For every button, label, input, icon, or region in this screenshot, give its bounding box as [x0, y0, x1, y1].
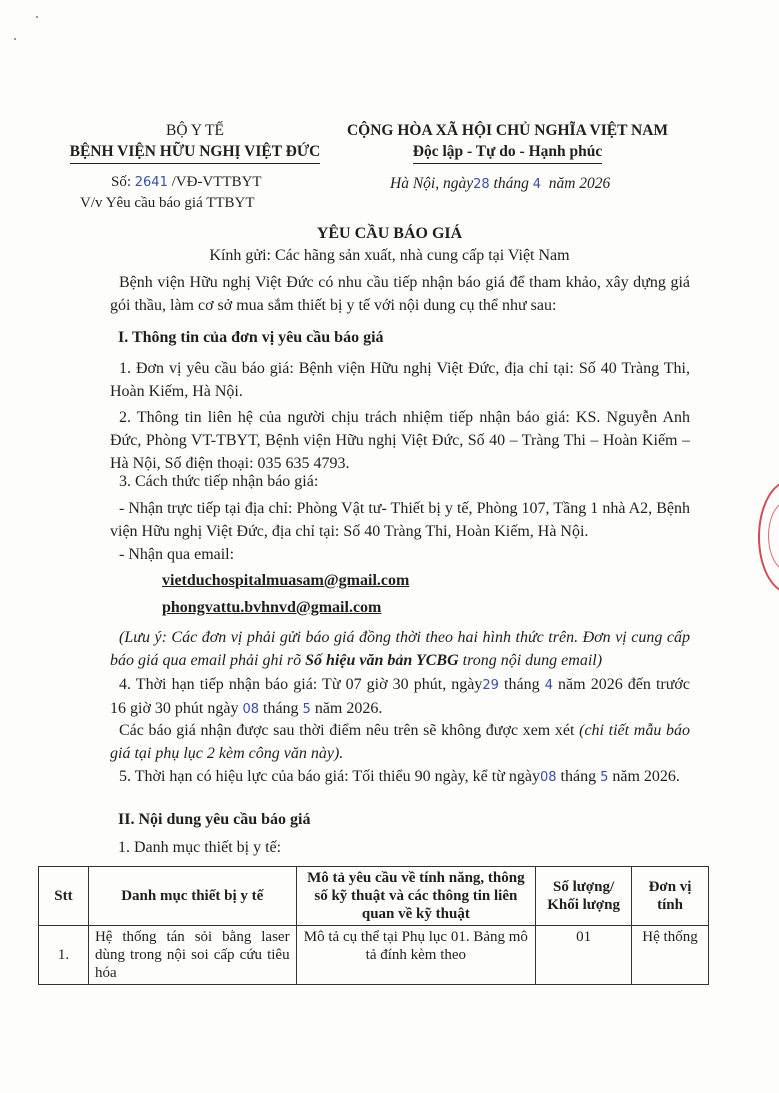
col-header-description: Mô tả yêu cầu về tính năng, thông số kỹ thuật và các thông tin liên quan về kỹ thuật	[296, 867, 536, 926]
document-reference	[80, 172, 262, 213]
handwritten-month: 5	[600, 770, 609, 785]
issue-date: Hà Nội, ngày28 tháng 4 năm 2026	[390, 175, 611, 192]
intro-paragraph: Bệnh viện Hữu nghị Việt Đức có nhu cầu tiếp nhận báo giá để tham khảo, xây dựng giá gói thầu, làm cơ sở mua sắm thiết bị y tế với nội dung cụ thể như sau:	[110, 274, 690, 314]
section-1-item-5: 5. Thời hạn có hiệu lực của báo giá: Tối thiểu 90 ngày, kể từ ngày08 tháng 5 năm 2026.	[119, 768, 680, 785]
recipient-line: Kính gửi: Các hãng sản xuất, nhà cung cấp tại Việt Nam	[209, 247, 570, 264]
cell-quantity: 01	[536, 926, 632, 985]
handwritten-month: 4	[544, 678, 553, 693]
col-header-quantity: Số lượng/ Khối lượng	[536, 867, 632, 926]
cell-item: Hệ thống tán sỏi bằng laser dùng trong nội soi cấp cứu tiêu hóa	[88, 926, 296, 985]
scan-speck	[36, 16, 38, 18]
handwritten-month: 5	[302, 702, 311, 717]
hospital-name: BỆNH VIỆN HỮU NGHỊ VIỆT ĐỨC	[60, 141, 330, 164]
issuer-block	[60, 120, 330, 164]
handwritten-day: 08	[539, 770, 557, 785]
cell-description: Mô tả cụ thể tại Phụ lục 01. Bảng mô tả đính kèm theo	[296, 926, 536, 985]
cell-unit: Hệ thống	[632, 926, 709, 985]
ministry-name: BỘ Y TẾ	[166, 122, 224, 139]
email-link-2[interactable]: phongvattu.bvhnvd@gmail.com	[162, 599, 382, 616]
handwritten-number: 2641	[134, 175, 168, 190]
late-submission-notice: Các báo giá nhận được sau thời điểm nêu trên sẽ không được xem xét (chi tiết mẫu báo giá tại phụ lục 2 kèm công văn này).	[110, 722, 690, 762]
document-title: YÊU CẦU BÁO GIÁ	[316, 225, 463, 242]
col-header-stt: Stt	[39, 867, 89, 926]
section-1-item-4: 4. Thời hạn tiếp nhận báo giá: Từ 07 giờ 30 phút, ngày29 tháng 4 năm 2026 đến trước 16 giờ 30 phút ngày 08 tháng 5 năm 2026.	[110, 676, 690, 717]
handwritten-day: 29	[482, 678, 499, 693]
cell-stt: 1.	[39, 926, 89, 985]
section-1-item-2: 2. Thông tin liên hệ của người chịu trách nhiệm tiếp nhận báo giá: KS. Nguyễn Anh Đức, Phòng VT-TBYT, Bệnh viện Hữu nghị Việt Đức, Số 40 – Tràng Thi – Hoàn Kiếm – Hà Nội, Số điện thoại: 035 635 4793.	[110, 409, 690, 472]
national-header	[325, 120, 690, 164]
handwritten-month: 4	[532, 177, 541, 192]
col-header-unit: Đơn vị tính	[632, 867, 709, 926]
section-2-sub: 1. Danh mục thiết bị y tế:	[118, 839, 282, 856]
section-1-item-1: 1. Đơn vị yêu cầu báo giá: Bệnh viện Hữu nghị Việt Đức, địa chỉ tại: Số 40 Tràng Thi, Hoàn Kiếm, Hà Nội.	[110, 360, 690, 400]
scan-speck	[14, 38, 16, 40]
table-row	[39, 926, 709, 985]
document-subject: V/v Yêu cầu báo giá TTBYT	[80, 195, 255, 211]
table-header-row	[39, 867, 709, 926]
section-2-heading: II. Nội dung yêu cầu báo giá	[118, 811, 311, 828]
equipment-table	[38, 866, 709, 985]
motto: Độc lập - Tự do - Hạnh phúc	[325, 141, 690, 164]
handwritten-day: 28	[473, 177, 490, 192]
section-1-item-3: 3. Cách thức tiếp nhận báo giá:	[119, 473, 319, 490]
section-1-item-3a: - Nhận trực tiếp tại địa chỉ: Phòng Vật tư- Thiết bị y tế, Phòng 107, Tầng 1 nhà A2, Bệnh viện Hữu nghị Việt Đức, địa chỉ tại: Số 40 Tràng Thi, Hoàn Kiếm, Hà Nội.	[110, 500, 690, 540]
handwritten-day: 08	[242, 702, 259, 717]
email-link-1[interactable]: vietduchospitalmuasam@gmail.com	[162, 572, 410, 589]
document-number: Số: 2641 /VĐ-VTTBYT	[111, 174, 262, 190]
republic-name: CỘNG HÒA XÃ HỘI CHỦ NGHĨA VIỆT NAM	[346, 122, 669, 139]
submission-note: (Lưu ý: Các đơn vị phải gửi báo giá đồng thời theo hai hình thức trên. Đơn vị cung cấp báo giá qua email phải ghi rõ Số hiệu văn bản YCBG trong nội dung email)	[110, 629, 690, 669]
section-1-heading: I. Thông tin của đơn vị yêu cầu báo giá	[118, 329, 384, 346]
section-1-item-3b: - Nhận qua email:	[119, 546, 235, 563]
col-header-item: Danh mục thiết bị y tế	[88, 867, 296, 926]
